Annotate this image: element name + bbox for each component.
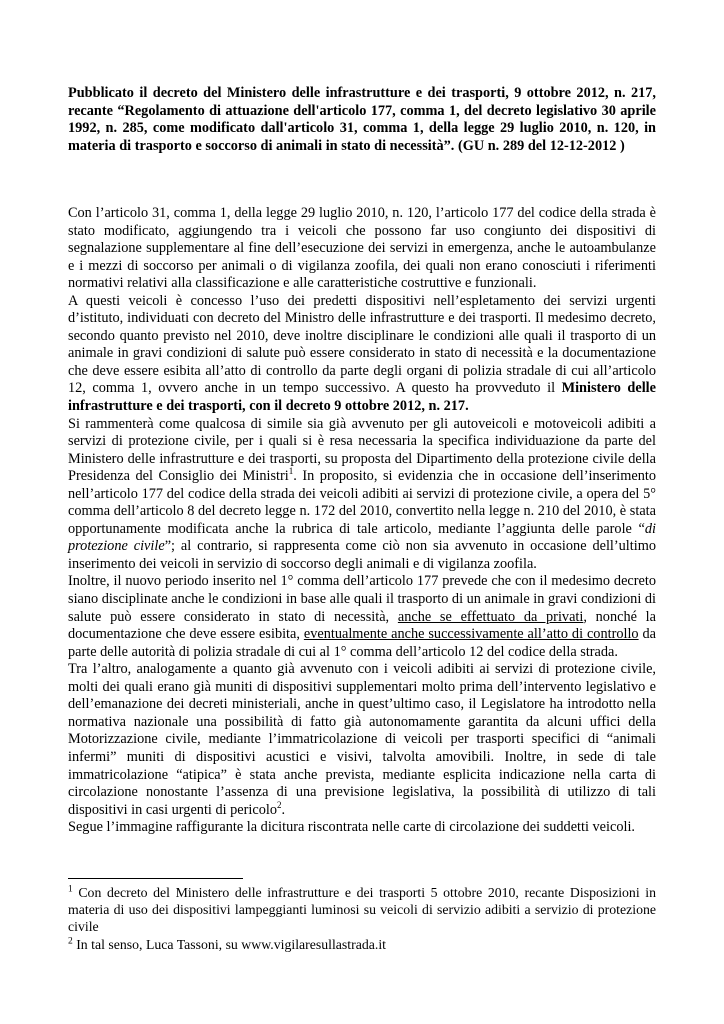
footnote-2-text: In tal senso, Luca Tassoni, su www.vigilaresullastrada.it: [72, 936, 386, 952]
paragraph-4: [68, 573, 656, 661]
paragraph-2-bold: Ministero delle infrastrutture e dei trasporti, con il decreto 9 ottobre 2012, n. 217.: [68, 380, 656, 415]
paragraph-3: [68, 416, 656, 574]
paragraph-5-text-a: Tra l’altro, analogamente a quanto già avvenuto con i veicoli adibiti ai servizi di protezione civile, molti dei quali erano già muniti di dispositivi supplementari molto prima dell’intervento legislativo e dell’emanazione dei decreti ministeriali, anche in quest’ultimo caso, il Legislatore ha introdotto nella normativa nazionale una possibilità di fatto già autonomamente garantita da alcuni uffici della Motorizzazione civile, mediante l’immatricolazione di veicoli per trasporti specifici di “animali infermi” muniti di dispositivi acustici e visivi, talvolta amovibili. Inoltre, in sede di tale immatricolazione “atipica” è stata anche prevista, mediante esplicita indicazione nella carta di circolazione nonostante l’assenza di una previsione legislativa, la possibilità di utilizzo di tali dispositivi in casi urgenti di pericolo: [68, 661, 656, 818]
paragraph-5: [68, 661, 656, 819]
footnote-2-mark: 2: [68, 936, 73, 947]
footnote-ref-2[interactable]: 2: [277, 799, 282, 810]
footnote-1-mark: 1: [68, 884, 73, 895]
paragraph-3-text-c: ”; al contrario, si rappresenta come ciò non sia avvenuto in occasione dell’ultimo inserimento dei veicoli in servizio di soccorso degli animali e di vigilanza zoofila.: [68, 538, 656, 572]
paragraph-2: [68, 293, 656, 416]
paragraph-1: Con l’articolo 31, comma 1, della legge 29 luglio 2010, n. 120, l’articolo 177 del codice della strada è stato modificato, aggiungendo tra i veicoli che possono far uso congiunto dei dispositivi di segnalazione supplementare al fine dell’esecuzione dei servizi in emergenza, anche le autoambulanze e i mezzi di soccorso per animali o di vigilanza zoofila, dei quali non erano conosciuti i riferimenti normativi relativi alla classificazione e alle caratteristiche costruttive e funzionali.: [68, 205, 656, 292]
footnotes: [68, 884, 656, 953]
paragraph-4-underline-2: eventualmente anche successivamente all’atto di controllo: [303, 626, 639, 643]
footnote-separator: [68, 878, 243, 879]
paragraph-2-text: A questi veicoli è concesso l’uso dei predetti dispositivi nell’espletamento dei servizi urgenti d’istituto, individuati con decreto del Ministro delle infrastrutture e dei trasporti. Il medesimo decreto, secondo quanto previsto nel 2010, deve inoltre disciplinare le condizioni alle quali il trasporto di un animale in gravi condizioni di salute può essere considerato in stato di necessità e la documentazione che deve essere esibita all’atto di controllo da parte degli organi di polizia stradale di cui all’articolo 12, comma 1, ovvero anche in un tempo successivo. A questo ha provveduto il: [68, 292, 656, 397]
paragraph-5-text-b: .: [281, 801, 286, 818]
paragraph-4-text-c: da parte delle autorità di polizia stradale di cui al 1° comma dell’articolo 12 del codice della strada.: [68, 626, 656, 660]
footnote-2: [68, 936, 656, 953]
paragraph-3-text-b: . In proposito, si evidenzia che in occasione dell’inserimento nell’articolo 177 del codice della strada dei veicoli adibiti ai servizi di protezione civile, a opera del 5° comma dell’articolo 8 del decreto legge n. 172 del 2010, convertito nella legge n. 210 del 2010, è stata opportunamente modificata anche la rubrica di tale articolo, mediante l’aggiunta delle parole “: [68, 468, 656, 537]
paragraph-4-text-a: Inoltre, il nuovo periodo inserito nel 1° comma dell’articolo 177 prevede che con il medesimo decreto siano disciplinate anche le condizioni in base alle quali il trasporto di un animale in gravi condizioni di salute può essere considerato in stato di necessità,: [68, 573, 656, 625]
document-title: Pubblicato il decreto del Ministero delle infrastrutture e dei trasporti, 9 ottobre 2012, n. 217, recante “Regolamento di attuazione dell'articolo 177, comma 1, del decreto legislativo 30 aprile 1992, n. 285, come modificato dall'articolo 31, comma 1, della legge 29 luglio 2010, n. 120, in materia di trasporto e soccorso di animali in stato di necessità”. (GU n. 289 del 12-12-2012 ): [68, 85, 656, 154]
paragraph-4-underline-1: anche se effettuato da privati: [397, 608, 584, 625]
footnote-ref-1[interactable]: 1: [288, 466, 294, 477]
paragraph-3-text-a: Si rammenterà come qualcosa di simile sia già avvenuto per gli autoveicoli e motoveicoli adibiti a servizi di protezione civile, per i quali si è resa necessaria la specifica individuazione da parte del Ministero delle infrastrutture e dei trasporti, su proposta del Dipartimento della protezione civile della Presidenza del Consiglio dei Ministri: [68, 415, 656, 485]
document-body: [68, 205, 656, 837]
paragraph-4-text-b: , nonché la documentazione che deve essere esibita,: [68, 608, 656, 643]
footnote-1: [68, 884, 656, 936]
paragraph-3-italic: di protezione civile: [68, 520, 656, 555]
footnote-1-text: Con decreto del Ministero delle infrastrutture e dei trasporti 5 ottobre 2010, recante Disposizioni in materia di uso dei dispositivi lampeggianti luminosi su veicoli di servizio adibiti a servizio di protezione civile: [68, 885, 656, 935]
paragraph-6: Segue l’immagine raffigurante la dicitura riscontrata nelle carte di circolazione dei suddetti veicoli.: [68, 819, 636, 836]
